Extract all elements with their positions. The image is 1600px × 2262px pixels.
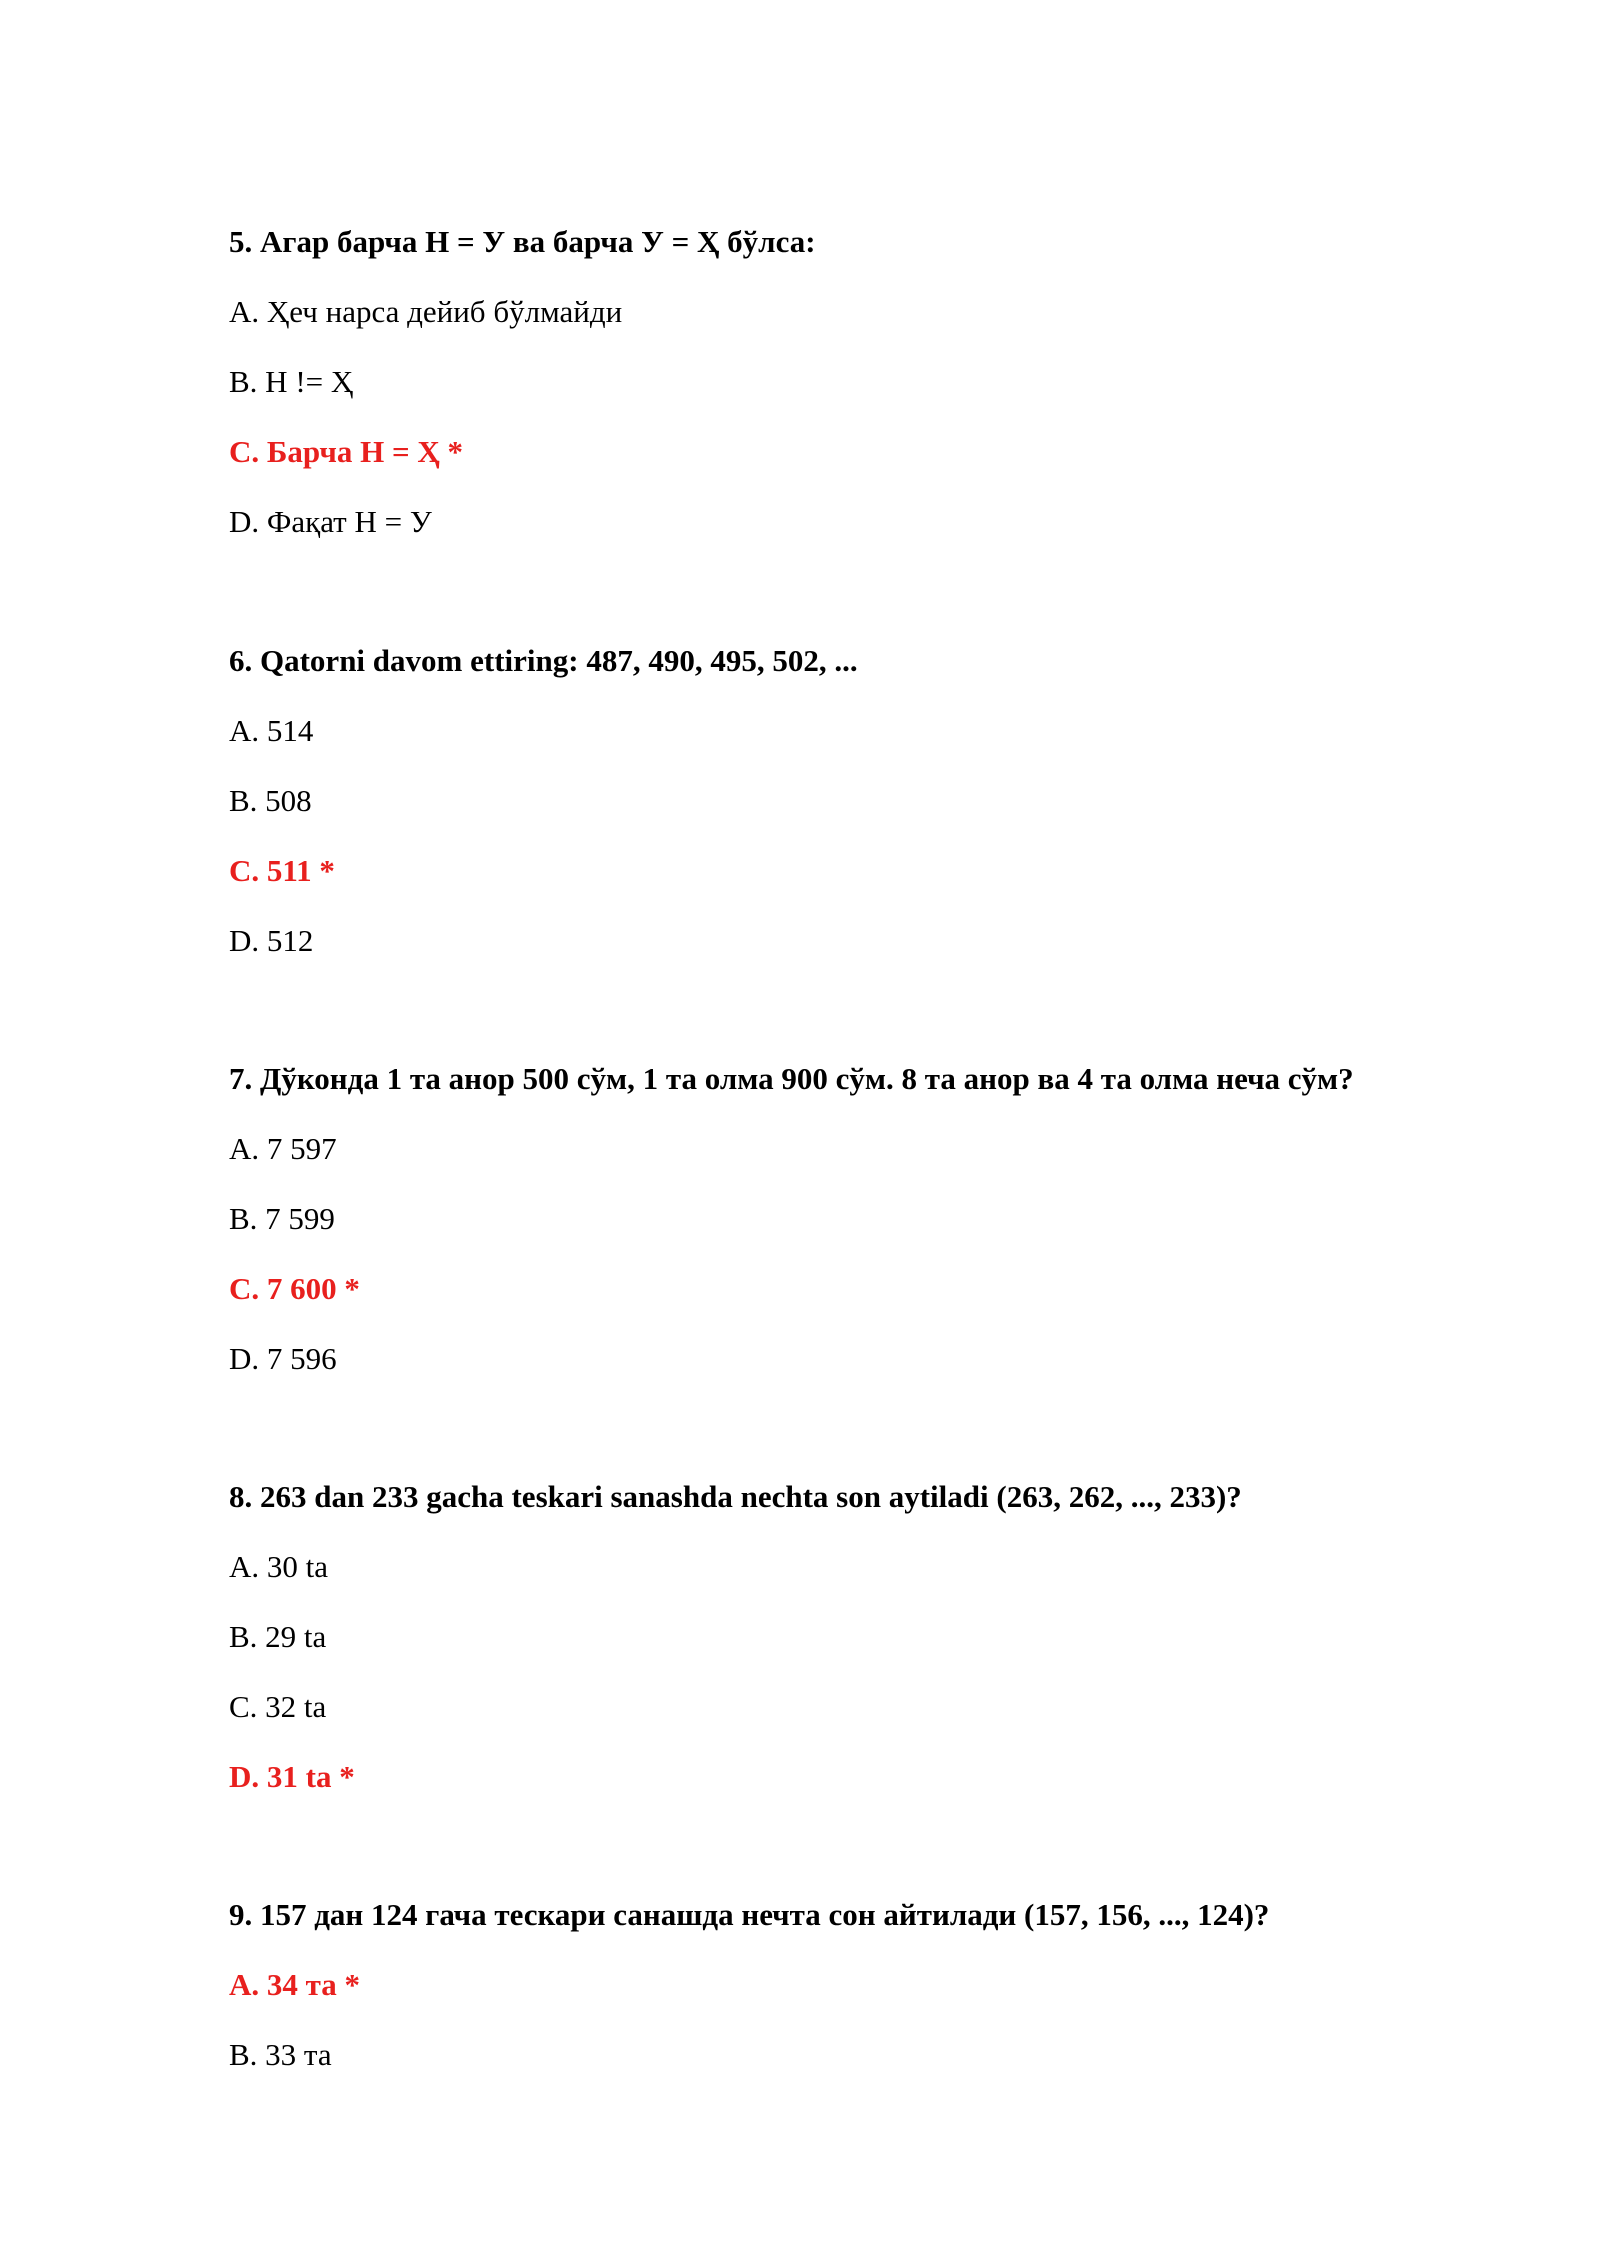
option-c: C. 32 ta bbox=[229, 1689, 327, 1724]
option-a-correct: A. 34 та * bbox=[229, 1967, 360, 2002]
option-d: D. 7 596 bbox=[229, 1341, 337, 1376]
question-9 bbox=[229, 1895, 1529, 2105]
question-text: 8. 263 dan 233 gacha teskari sanashda nechta son aytiladi (263, 262, ..., 233)? bbox=[229, 1479, 1242, 1514]
option-c-correct: C. 511 * bbox=[229, 853, 335, 888]
option-b: B. Н != Ҳ bbox=[229, 364, 354, 399]
question-text: 7. Дўконда 1 та анор 500 сўм, 1 та олма 900 сўм. 8 та анор ва 4 та олма неча сўм? bbox=[229, 1061, 1354, 1096]
question-8 bbox=[229, 1477, 1529, 1827]
option-a: A. Ҳеч нарса дейиб бўлмайди bbox=[229, 294, 623, 329]
option-a: A. 30 ta bbox=[229, 1549, 329, 1584]
question-6 bbox=[229, 641, 1529, 991]
question-text: 5. Агар барча Н = У ва барча У = Ҳ бўлса: bbox=[229, 224, 816, 259]
option-b: B. 29 ta bbox=[229, 1619, 327, 1654]
option-a: A. 7 597 bbox=[229, 1131, 337, 1166]
option-a: A. 514 bbox=[229, 713, 314, 748]
option-c-correct: C. Барча Н = Ҳ * bbox=[229, 434, 463, 469]
option-d: D. Фақат Н = У bbox=[229, 504, 432, 539]
option-b: B. 508 bbox=[229, 783, 312, 818]
option-d-correct: D. 31 ta * bbox=[229, 1759, 355, 1794]
option-b: B. 7 599 bbox=[229, 1201, 335, 1236]
question-7 bbox=[229, 1059, 1529, 1409]
option-b: B. 33 та bbox=[229, 2037, 332, 2072]
question-5 bbox=[229, 222, 1529, 572]
option-c-correct: C. 7 600 * bbox=[229, 1271, 360, 1306]
question-text: 9. 157 дан 124 гача тескари санашда нечта сон айтилади (157, 156, ..., 124)? bbox=[229, 1897, 1270, 1932]
question-text: 6. Qatorni davom ettiring: 487, 490, 495, 502, ... bbox=[229, 643, 858, 678]
option-d: D. 512 bbox=[229, 923, 314, 958]
